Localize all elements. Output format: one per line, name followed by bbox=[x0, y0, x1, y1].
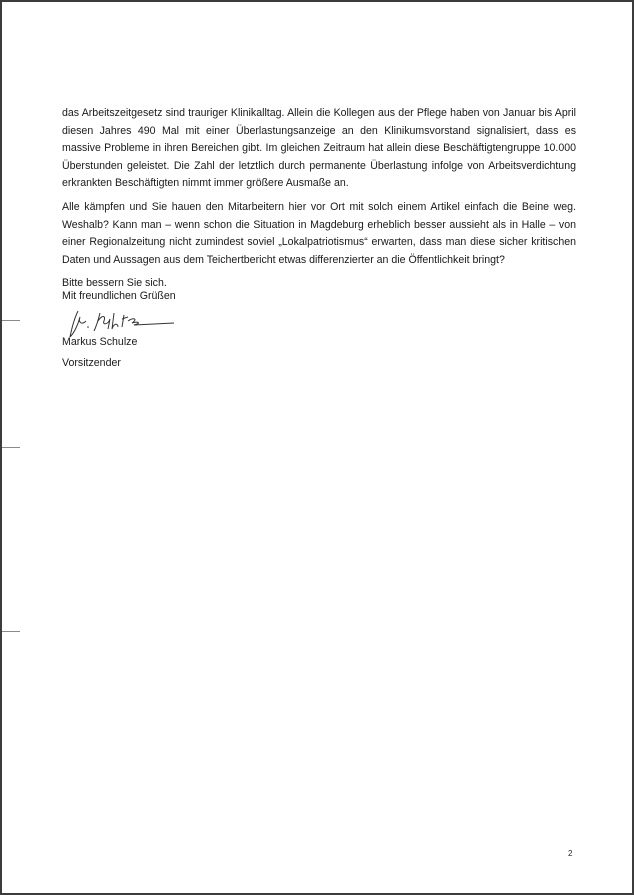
fold-mark bbox=[2, 320, 20, 321]
signer-name: Markus Schulze bbox=[62, 336, 138, 348]
paragraph: Bitte bessern Sie sich. bbox=[62, 277, 167, 290]
punch-mark bbox=[2, 631, 20, 632]
page-number: 2 bbox=[568, 849, 573, 858]
handwritten-signature bbox=[64, 307, 184, 339]
paragraph: Alle kämpfen und Sie hauen den Mitarbeitern hier vor Ort mit solch einem Artikel einfach die Beine weg. Weshalb? Kann man – wenn schon die Situation in Magdeburg erheblich besser aussieht als in Halle – von einer Regionalzeitung nicht zumindest soviel „Lokalpatriotismus“ erwarten, dass man diese sicher kritischen Daten und Aussagen aus dem Teichertbericht etwas differenzierter an die Öffentlichkeit bringt? bbox=[62, 200, 576, 266]
fold-mark bbox=[2, 447, 20, 448]
paragraph: das Arbeitszeitgesetz sind trauriger Klinikalltag. Allein die Kollegen aus der Pflege haben von Januar bis April diesen Jahres 490 Mal mit einer Überlastungsanzeige an den Klinikumsvorstand signalisiert, dass es massive Probleme in ihren Bereichen gibt. Im gleichen Zeitraum hat allein diese Beschäftigtengruppe 10.000 Überstunden geleistet. Die Zahl der letztlich durch permanente Überlastung infolge von Arbeitsverdichtung erkrankten Beschäftigten nimmt immer größere Ausmaße an. bbox=[62, 107, 576, 190]
signer-title: Vorsitzender bbox=[62, 357, 121, 369]
letter-body bbox=[62, 105, 576, 299]
closing-salutation: Mit freundlichen Grüßen bbox=[62, 290, 176, 302]
